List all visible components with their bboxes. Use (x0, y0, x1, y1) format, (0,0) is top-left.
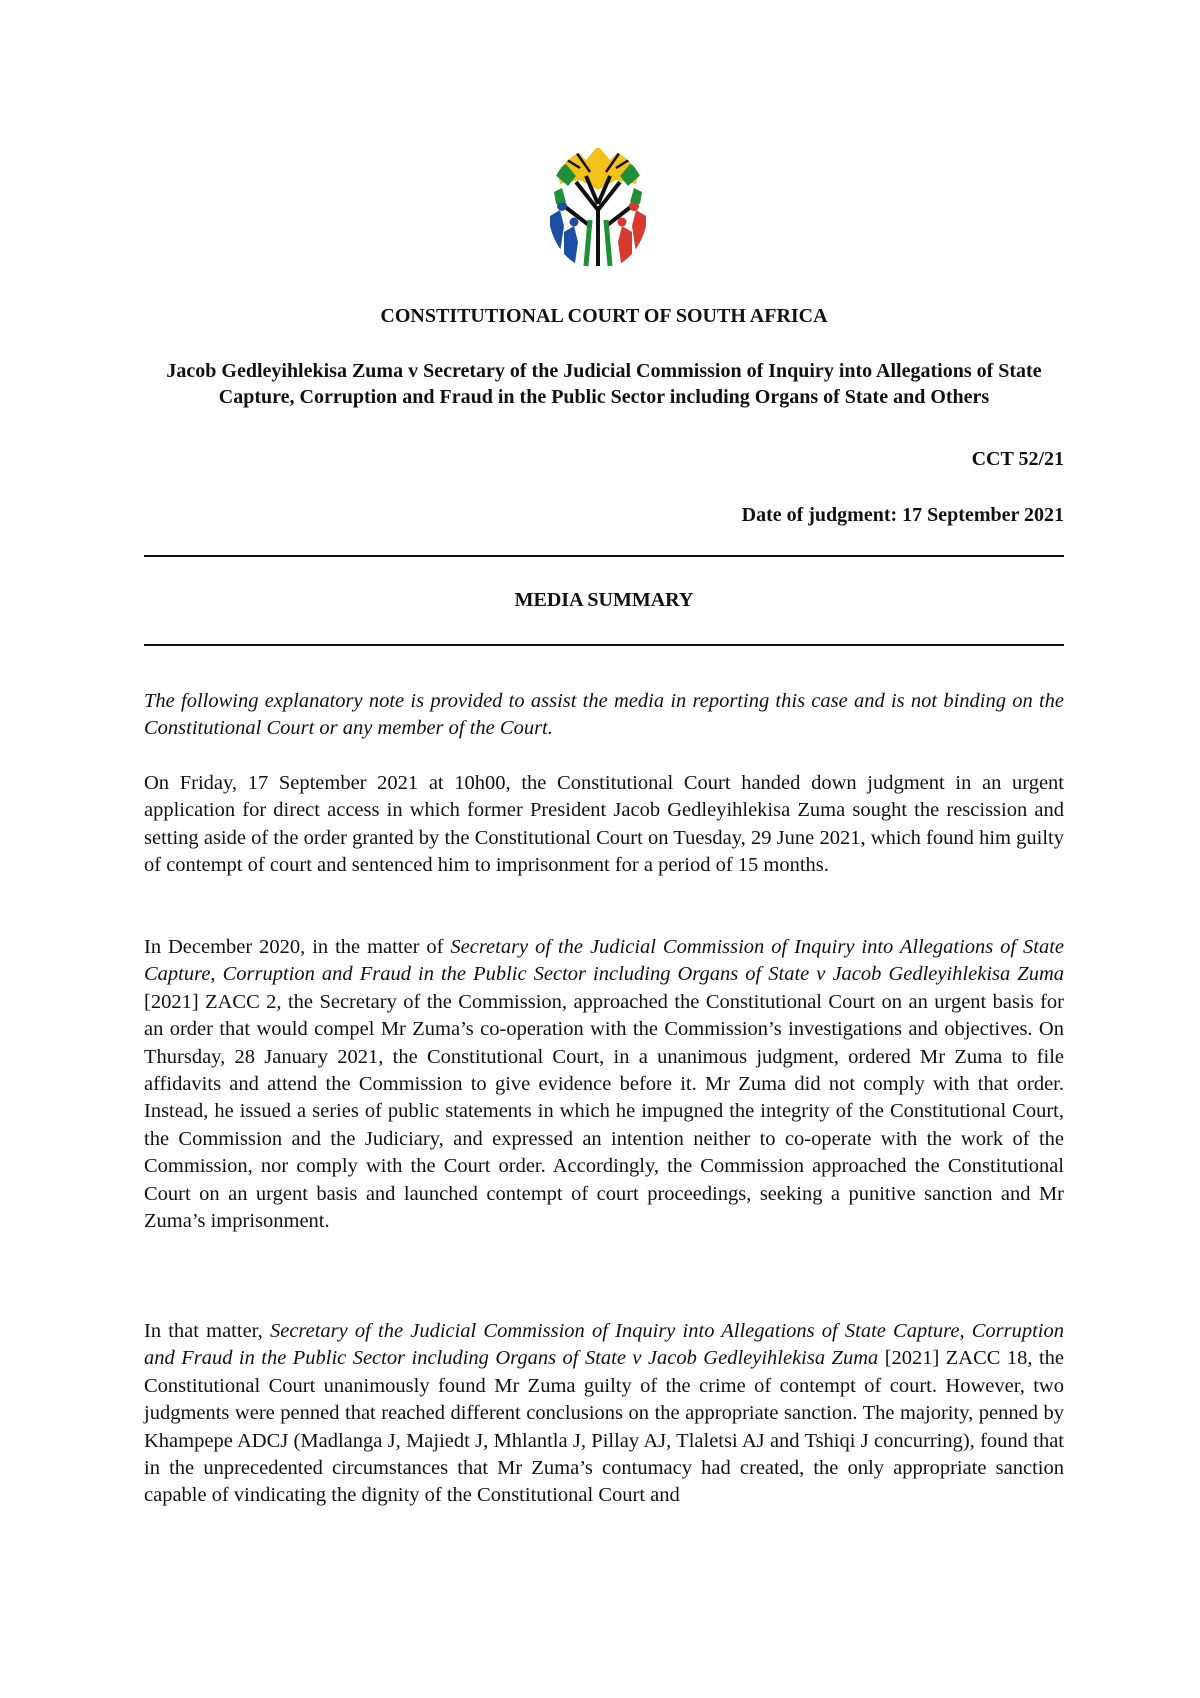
explanatory-note: The following explanatory note is provided to assist the media in reporting this case and is not binding on the Constitutional Court or any member of the Court. (144, 690, 1064, 740)
paragraph-2-text (144, 934, 1064, 1235)
divider-bottom (144, 644, 1064, 646)
court-logo (546, 146, 650, 272)
case-number: CCT 52/21 (971, 448, 1064, 470)
paragraph-1-text: On Friday, 17 September 2021 at 10h00, the Constitutional Court handed down judgment in an urgent application for direct access in which former President Jacob Gedleyihlekisa Zuma sought the rescission and setting aside of the order granted by the Constitutional Court on Tuesday, 29 June 2021, which found him guilty of contempt of court and sentenced him to imprisonment for a period of 15 months. (144, 772, 1064, 877)
court-name: CONSTITUTIONAL COURT OF SOUTH AFRICA (380, 305, 828, 327)
case-citation-18: Secretary of the Judicial Commission of Inquiry into Allegations of State Capture, Corruption and Fraud in the Public Sector including Organs of State v Jacob Gedleyihlekisa Zuma (144, 1320, 1065, 1370)
divider-top (144, 555, 1064, 557)
paragraph-3-rest: [2021] ZACC 18, the Constitutional Court unanimously found Mr Zuma guilty of the crime of contempt of court. However, two judgments were penned that reached different conclusions on the appropriate sanction. The majority, penned by Khampepe ADCJ (Madlanga J, Majiedt J, Mhlantla J, Pillay AJ, Tlaletsi AJ and Tshiqi J concurring), found that in the unprecedented circumstances that Mr Zuma’s contumacy had created, the only appropriate sanction capable of vindicating the dignity of the Constitutional Court and (144, 1347, 1064, 1507)
case-title: Jacob Gedleyihlekisa Zuma v Secretary of the Judicial Commission of Inquiry into Allegations of State Capture, Corruption and Fraud in the Public Sector including Organs of State and Others (166, 360, 1042, 408)
paragraph-3-lead: In that matter, (144, 1320, 270, 1342)
case-citation-2: Secretary of the Judicial Commission of Inquiry into Allegations of State Capture, Corruption and Fraud in the Public Sector including Organs of State v Jacob Gedleyihlekisa Zuma (144, 936, 1064, 986)
paragraph-2 (144, 934, 1064, 1235)
summary-heading: MEDIA SUMMARY (514, 589, 694, 611)
paragraph-1 (144, 770, 1064, 880)
judgment-date: Date of judgment: 17 September 2021 (741, 504, 1064, 526)
paragraph-2-rest: [2021] ZACC 2, the Secretary of the Commission, approached the Constitutional Court on an urgent basis for an order that would compel Mr Zuma’s co-operation with the Commission’s investigations and objectives. On Thursday, 28 January 2021, the Constitutional Court, in a unanimous judgment, ordered Mr Zuma to file affidavits and attend the Commission to give evidence before it. Mr Zuma did not comply with that order. Instead, he issued a series of public statements in which he impugned the integrity of the Constitutional Court, the Commission and the Judiciary, and expressed an intention neither to co-operate with the work of the Commission, nor comply with the Court order. Accordingly, the Commission approached the Constitutional Court on an urgent basis and launched contempt of court proceedings, seeking a punitive sanction and Mr Zuma’s imprisonment. (144, 990, 1064, 1233)
paragraph-3-text (144, 1318, 1064, 1510)
tree-emblem-icon (546, 146, 650, 272)
paragraph-3 (144, 1318, 1064, 1510)
paragraph-2-lead: In December 2020, in the matter of (144, 936, 451, 958)
